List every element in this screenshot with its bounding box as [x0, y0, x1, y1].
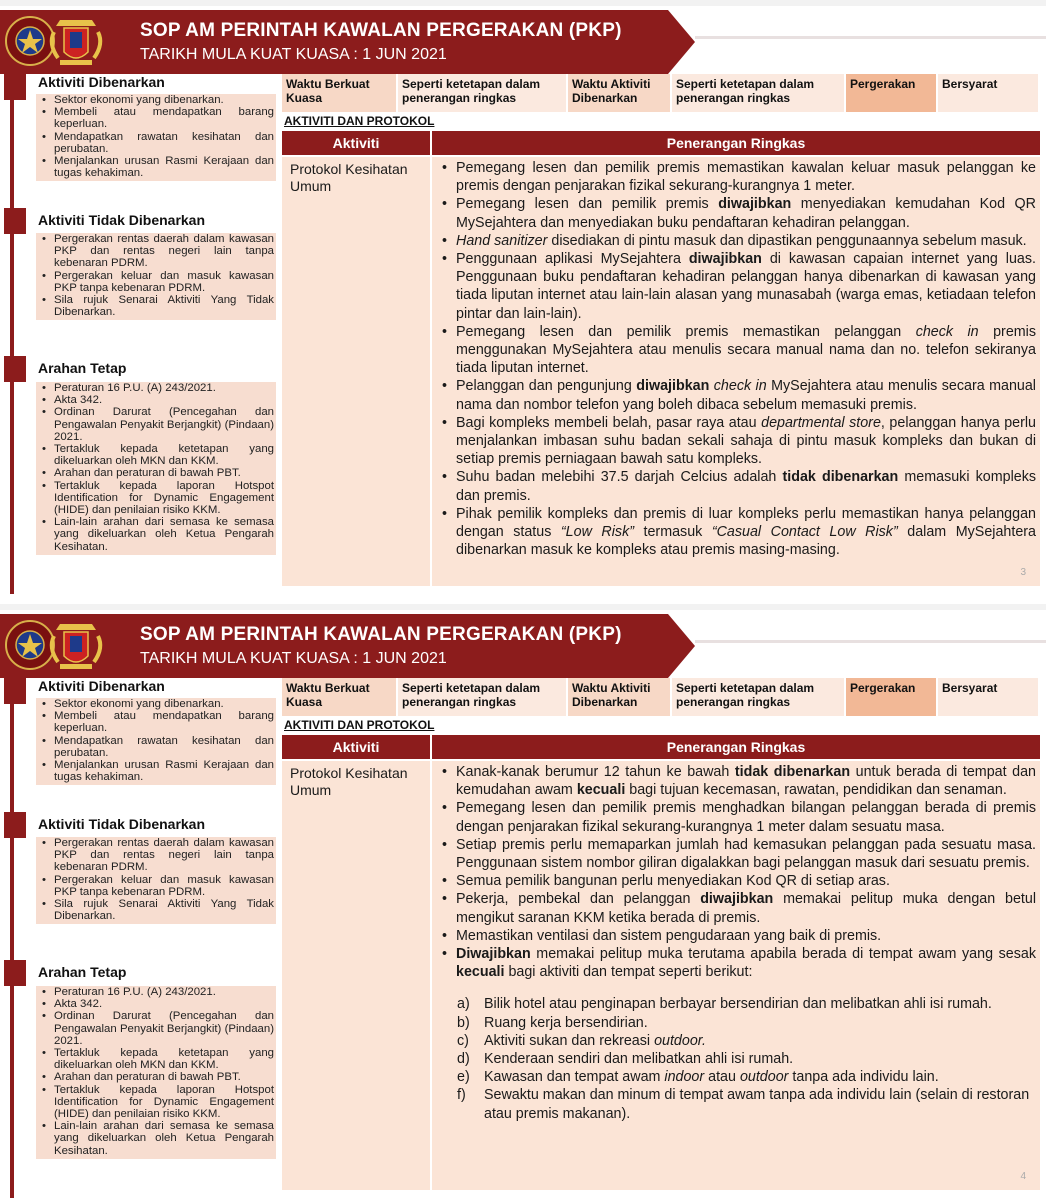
- description-bullet: • Semua pemilik bangunan perlu menyediakan Kod QR di setiap aras.: [436, 872, 1036, 890]
- list-item: • Sila rujuk Senarai Aktiviti Yang Tidak Dibenarkan.: [40, 294, 274, 318]
- top-rule: [0, 604, 1046, 610]
- list-item: • Akta 342.: [40, 998, 274, 1010]
- list-item: • Ordinan Darurat (Pencegahan dan Pengawalan Penyakit Berjangkit) (Pindaan) 2021.: [40, 406, 274, 443]
- exception-letter: c): [457, 1032, 469, 1049]
- meta-row: [282, 678, 1040, 716]
- description-bullets: [436, 763, 1036, 981]
- directives-section: [4, 960, 276, 1200]
- exception-item: [436, 995, 1036, 1013]
- activity-cell: Protokol Kesihatan Umum: [282, 157, 432, 586]
- list-item: • Tertakluk kepada ketetapan yang dikeluarkan oleh MKN dan KKM.: [40, 443, 274, 467]
- list-item: • Menjalankan urusan Rasmi Kerajaan dan tugas kehakiman.: [40, 155, 274, 179]
- description-bullet: • Suhu badan melebihi 37.5 darjah Celcius adalah tidak dibenarkan memasuki kompleks dan premis.: [436, 468, 1036, 504]
- list-item: • Lain-lain arahan dari semasa ke semasa yang dikeluarkan oleh Ketua Pengarah Kesihatan.: [40, 516, 274, 553]
- description-bullet: • Bagi kompleks membeli belah, pasar raya atau departmental store, pelanggan hanya perlu menjalankan imbasan suhu badan sekali sahaja di pintu masuk kompleks dan bukan di setiap premis perniagaan bawah satu kompleks.: [436, 414, 1036, 469]
- list-item: • Membeli atau mendapatkan barang keperluan.: [40, 106, 274, 130]
- table-header: [282, 735, 1040, 759]
- meta-activity-time-label: Waktu Aktiviti Dibenarkan: [568, 74, 672, 112]
- page-number: 3: [1020, 567, 1026, 578]
- not-allowed-list: [36, 837, 276, 924]
- list-item: • Tertakluk kepada ketetapan yang dikeluarkan oleh MKN dan KKM.: [40, 1047, 274, 1071]
- list-item: • Pergerakan keluar dan masuk kawasan PKP tanpa kebenaran PDRM.: [40, 874, 274, 898]
- slide-page-3: [0, 0, 1046, 596]
- description-column-header: Penerangan Ringkas: [432, 131, 1040, 155]
- activity-cell: Protokol Kesihatan Umum: [282, 761, 432, 1190]
- exception-item: [436, 1086, 1036, 1122]
- meta-activity-time-value: Seperti ketetapan dalam penerangan ringkas: [672, 678, 846, 716]
- description-bullet: • Memastikan ventilasi dan sistem pengudaraan yang baik di premis.: [436, 927, 1036, 945]
- list-item: • Pergerakan keluar dan masuk kawasan PKP tanpa kebenaran PDRM.: [40, 270, 274, 294]
- top-rule: [0, 0, 1046, 6]
- not-allowed-heading: Aktiviti Tidak Dibenarkan: [38, 816, 206, 832]
- description-bullet: • Diwajibkan memakai pelitup muka terutama apabila berada di tempat awam yang sesak kecuali bagi aktiviti dan tempat seperti berikut:: [436, 945, 1036, 981]
- activity-column-header: Aktiviti: [282, 131, 432, 155]
- description-bullet: • Penggunaan aplikasi MySejahtera diwajibkan di kawasan capaian internet yang luas. Penggunaan buku pendaftaran kehadiran pelanggan hanya dibenarkan di kawasan yang tiada liputan internet atau lain-lain alasan yang munasabah (warga emas, ketiadaan telefon pintar dan lain-lain).: [436, 250, 1036, 323]
- list-item: • Peraturan 16 P.U. (A) 243/2021.: [40, 986, 274, 998]
- list-item: • Lain-lain arahan dari semasa ke semasa yang dikeluarkan oleh Ketua Pengarah Kesihatan.: [40, 1120, 274, 1157]
- description-bullet: • Setiap premis perlu memaparkan jumlah had kemasukan pelanggan pada sesuatu masa. Penggunaan sistem nombor giliran digalakkan bagi pelanggan masuk dari sesuatu premis.: [436, 836, 1036, 872]
- page-number: 4: [1020, 1171, 1026, 1182]
- directives-heading: Arahan Tetap: [38, 964, 127, 980]
- effective-date: TARIKH MULA KUAT KUASA : 1 JUN 2021: [140, 650, 447, 667]
- meta-movement-value: Bersyarat: [938, 74, 1040, 112]
- government-logos: [4, 616, 132, 674]
- list-item: • Membeli atau mendapatkan barang keperluan.: [40, 710, 274, 734]
- section-label: AKTIVITI DAN PROTOKOL: [284, 114, 435, 128]
- description-bullet: • Pihak pemilik kompleks dan premis di luar kompleks perlu memastikan hanya pelanggan dengan status “Low Risk” termasuk “Casual Contact Low Risk” dalam MySejahtera dibenarkan masuk ke kompleks atau premis masing-masing.: [436, 505, 1036, 560]
- meta-effective-time-label: Waktu Berkuat Kuasa: [282, 678, 398, 716]
- allowed-section: [4, 678, 276, 812]
- section-marker: [4, 960, 26, 986]
- government-logos: [4, 12, 132, 70]
- section-label: AKTIVITI DAN PROTOKOL: [284, 718, 435, 732]
- table-row: [282, 761, 1040, 1190]
- effective-date: TARIKH MULA KUAT KUASA : 1 JUN 2021: [140, 46, 447, 63]
- meta-movement-label: Pergerakan: [846, 74, 938, 112]
- description-cell: [432, 157, 1040, 586]
- exception-text: Aktiviti sukan dan rekreasi outdoor.: [484, 1032, 706, 1049]
- page-title: SOP AM PERINTAH KAWALAN PERGERAKAN (PKP): [140, 624, 622, 645]
- exception-item: [436, 1068, 1036, 1086]
- exception-letter: f): [457, 1087, 466, 1104]
- not-allowed-section: [4, 812, 276, 962]
- list-item: • Tertakluk kepada laporan Hotspot Identification for Dynamic Engagement (HIDE) dan penilaian risiko KKM.: [40, 1084, 274, 1121]
- exception-text: Kawasan dan tempat awam indoor atau outdoor tanpa ada individu lain.: [484, 1069, 939, 1086]
- description-bullet: • Hand sanitizer disediakan di pintu masuk dan dipastikan penggunaannya sebelum masuk.: [436, 232, 1036, 250]
- description-bullet: • Pemegang lesen dan pemilik premis menghadkan bilangan pelanggan berada di premis dengan penjarakan fizikal sekurang-kurangnya 1 meter dalam sesuatu masa.: [436, 799, 1036, 835]
- exception-letter: d): [457, 1051, 470, 1068]
- exception-letter: a): [457, 996, 470, 1013]
- exception-text: Sewaktu makan dan minum di tempat awam tanpa ada individu lain (selain di restoran atau premis makanan).: [484, 1087, 1030, 1122]
- meta-effective-time-label: Waktu Berkuat Kuasa: [282, 74, 398, 112]
- exception-letter: b): [457, 1014, 470, 1031]
- description-bullets: [436, 159, 1036, 559]
- directives-list: [36, 986, 276, 1159]
- section-marker: [4, 74, 26, 100]
- list-item: • Tertakluk kepada laporan Hotspot Identification for Dynamic Engagement (HIDE) dan penilaian risiko KKM.: [40, 480, 274, 517]
- description-bullet: • Pemegang lesen dan pemilik premis memastikan kawalan keluar masuk pelanggan ke premis dengan penjarakan fizikal sekurang-kurangnya 1 meter.: [436, 159, 1036, 195]
- description-bullet: • Pelanggan dan pengunjung diwajibkan check in MySejahtera atau menulis secara manual nama dan nombor telefon yang boleh dibaca sebelum memasuki premis.: [436, 377, 1036, 413]
- list-item: • Menjalankan urusan Rasmi Kerajaan dan tugas kehakiman.: [40, 759, 274, 783]
- allowed-heading: Aktiviti Dibenarkan: [38, 678, 165, 694]
- list-item: • Arahan dan peraturan di bawah PBT.: [40, 1071, 274, 1083]
- list-item: • Ordinan Darurat (Pencegahan dan Pengawalan Penyakit Berjangkit) (Pindaan) 2021.: [40, 1010, 274, 1047]
- table-row: [282, 157, 1040, 586]
- list-item: • Pergerakan rentas daerah dalam kawasan PKP dan rentas negeri lain tanpa kebenaran PDRM.: [40, 837, 274, 874]
- exception-item: [436, 1014, 1036, 1032]
- list-item: • Peraturan 16 P.U. (A) 243/2021.: [40, 382, 274, 394]
- not-allowed-heading: Aktiviti Tidak Dibenarkan: [38, 212, 206, 228]
- meta-movement-value: Bersyarat: [938, 678, 1040, 716]
- list-item: • Mendapatkan rawatan kesihatan dan perubatan.: [40, 735, 274, 759]
- meta-activity-time-value: Seperti ketetapan dalam penerangan ringkas: [672, 74, 846, 112]
- exception-list: [436, 995, 1036, 1122]
- list-item: • Mendapatkan rawatan kesihatan dan perubatan.: [40, 131, 274, 155]
- directives-list: [36, 382, 276, 555]
- list-item: • Sektor ekonomi yang dibenarkan.: [40, 94, 274, 106]
- exception-text: Ruang kerja bersendirian.: [484, 1014, 648, 1031]
- allowed-heading: Aktiviti Dibenarkan: [38, 74, 165, 90]
- meta-effective-time-value: Seperti ketetapan dalam penerangan ringkas: [398, 678, 568, 716]
- not-allowed-section: [4, 208, 276, 358]
- directives-heading: Arahan Tetap: [38, 360, 127, 376]
- exception-item: [436, 1050, 1036, 1068]
- list-item: • Pergerakan rentas daerah dalam kawasan PKP dan rentas negeri lain tanpa kebenaran PDRM.: [40, 233, 274, 270]
- description-column-header: Penerangan Ringkas: [432, 735, 1040, 759]
- section-marker: [4, 208, 26, 234]
- description-bullet: • Pekerja, pembekal dan pelanggan diwajibkan memakai pelitup muka dengan betul mengikut saranan KKM ketika berada di premis.: [436, 890, 1036, 926]
- table-header: [282, 131, 1040, 155]
- allowed-list: [36, 94, 276, 181]
- exception-text: Bilik hotel atau penginapan berbayar bersendirian dan melibatkan ahli isi rumah.: [484, 996, 992, 1013]
- section-marker: [4, 812, 26, 838]
- description-bullet: • Pemegang lesen dan pemilik premis diwajibkan menyediakan kemudahan Kod QR MySejahtera dan menyediakan buku pendaftaran kehadiran pelanggan.: [436, 195, 1036, 231]
- meta-activity-time-label: Waktu Aktiviti Dibenarkan: [568, 678, 672, 716]
- exception-item: [436, 1032, 1036, 1050]
- exception-text: Kenderaan sendiri dan melibatkan ahli isi rumah.: [484, 1051, 794, 1068]
- banner-stripe: [695, 36, 1046, 39]
- meta-row: [282, 74, 1040, 112]
- list-item: • Sila rujuk Senarai Aktiviti Yang Tidak Dibenarkan.: [40, 898, 274, 922]
- description-bullet: • Kanak-kanak berumur 12 tahun ke bawah tidak dibenarkan untuk berada di tempat dan kemudahan awam kecuali bagi tujuan kecemasan, rawatan, pendidikan dan senaman.: [436, 763, 1036, 799]
- list-item: • Arahan dan peraturan di bawah PBT.: [40, 467, 274, 479]
- meta-effective-time-value: Seperti ketetapan dalam penerangan ringkas: [398, 74, 568, 112]
- meta-movement-label: Pergerakan: [846, 678, 938, 716]
- exception-letter: e): [457, 1069, 470, 1086]
- section-marker: [4, 356, 26, 382]
- not-allowed-list: [36, 233, 276, 320]
- allowed-section: [4, 74, 276, 208]
- description-cell: [432, 761, 1040, 1190]
- allowed-list: [36, 698, 276, 785]
- banner-stripe: [695, 640, 1046, 643]
- description-bullet: • Pemegang lesen dan pemilik premis memastikan pelanggan check in premis menggunakan MySejahtera atau menulis secara manual nama dan no. telefon sekiranya tiada liputan internet.: [436, 323, 1036, 378]
- slide-page-4: [0, 604, 1046, 1200]
- activity-column-header: Aktiviti: [282, 735, 432, 759]
- section-marker: [4, 678, 26, 704]
- page-title: SOP AM PERINTAH KAWALAN PERGERAKAN (PKP): [140, 20, 622, 41]
- list-item: • Sektor ekonomi yang dibenarkan.: [40, 698, 274, 710]
- list-item: • Akta 342.: [40, 394, 274, 406]
- directives-section: [4, 356, 276, 596]
